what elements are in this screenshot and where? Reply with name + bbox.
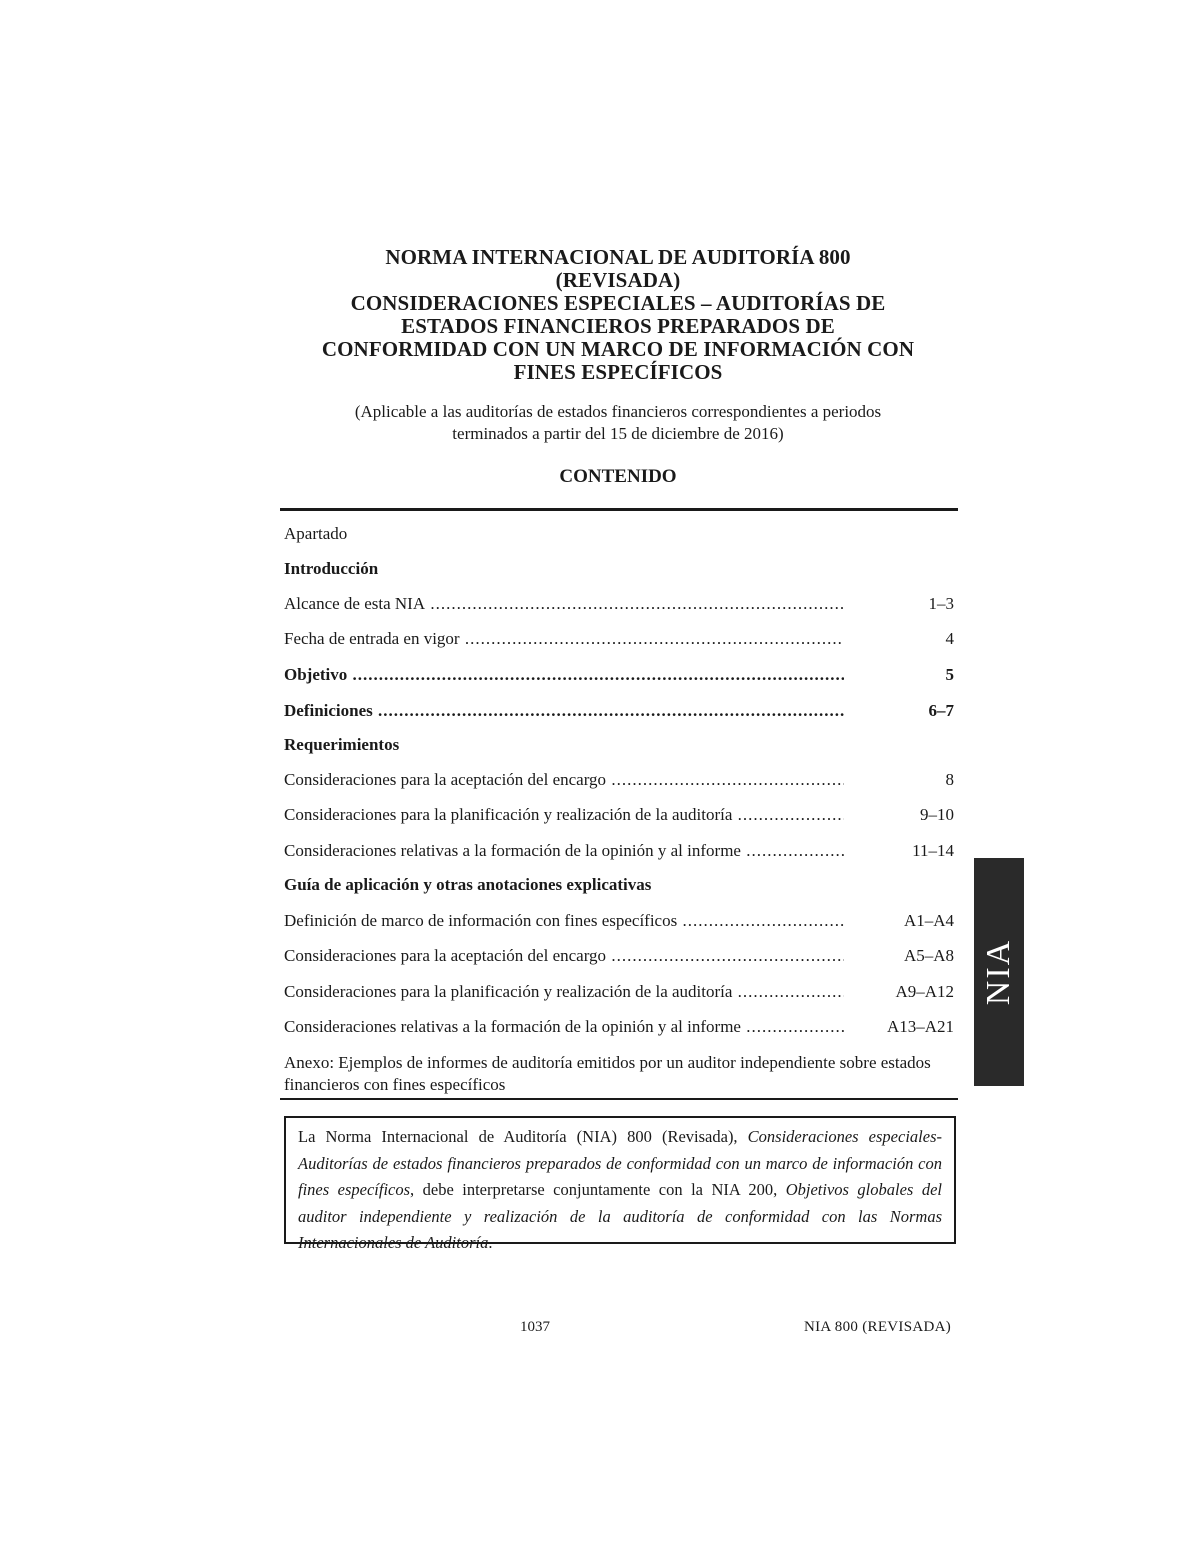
page-number: 1037	[520, 1319, 550, 1335]
toc-entry-label: Consideraciones relativas a la formación de la opinión y al informe .....	[284, 841, 844, 861]
toc-entry-paragraphs: 11–14	[912, 841, 954, 860]
toc-entry-paragraphs: A9–A12	[895, 982, 954, 1001]
interpretation-notice-box	[284, 1116, 956, 1252]
toc-entry-guia-opinion[interactable]	[284, 1017, 954, 1039]
contents-heading: CONTENIDO	[559, 466, 677, 487]
toc-entry-label: Consideraciones relativas a la formación de la opinión y al informe .....	[284, 1017, 844, 1037]
applicability-note	[270, 401, 966, 445]
toc-entry-label: Consideraciones para la aceptación del encargo .....	[284, 770, 844, 790]
toc-entry-req-planificacion[interactable]	[284, 805, 954, 827]
toc-section-introduccion: Introducción	[284, 559, 379, 578]
running-footer: NIA 800 (REVISADA)	[804, 1319, 952, 1335]
notice-text: La Norma Internacional de Auditoría (NIA) 800 (Revisada),	[298, 1127, 748, 1146]
title-line-2: (REVISADA)	[555, 268, 681, 292]
toc-entry-label: Consideraciones para la aceptación del encargo .....	[284, 946, 844, 966]
toc-entry-paragraphs: 9–10	[920, 805, 954, 824]
document-title	[270, 246, 966, 384]
toc-entry-paragraphs: A1–A4	[903, 911, 954, 930]
toc-entry-guia-aceptacion[interactable]	[284, 946, 954, 968]
toc-entry-label: Consideraciones para la planificación y realización de la auditoría .....	[284, 805, 844, 825]
toc-entry-req-aceptacion[interactable]	[284, 770, 954, 792]
toc-entry-objetivo[interactable]	[284, 665, 954, 687]
toc-entry-label: Consideraciones para la planificación y realización de la auditoría .....	[284, 982, 844, 1002]
section-thumb-tab-label: NIA	[980, 938, 1017, 1006]
toc-entry-guia-planificacion[interactable]	[284, 982, 954, 1004]
toc-entry-label: Objetivo .....	[284, 665, 844, 685]
anexo-text: Ejemplos de informes de auditoría emitidos por un auditor independiente sobre estados financieros con fines específicos	[284, 1053, 931, 1094]
toc-entry-label: Fecha de entrada en vigor .....	[284, 629, 844, 649]
toc-entry-paragraphs: A5–A8	[903, 946, 954, 965]
title-line-5: CONFORMIDAD CON UN MARCO DE INFORMACIÓN CON	[321, 337, 915, 361]
toc-entry-label: Alcance de esta NIA .....	[284, 594, 844, 614]
toc-section-guia: Guía de aplicación y otras anotaciones explicativas	[284, 875, 652, 894]
toc-entry-paragraphs: 4	[945, 629, 954, 648]
anexo-label: Anexo:	[284, 1053, 335, 1072]
title-line-1: NORMA INTERNACIONAL DE AUDITORÍA 800	[385, 245, 851, 269]
contents-bottom-rule	[280, 1098, 958, 1100]
title-line-6: FINES ESPECÍFICOS	[513, 360, 723, 384]
toc-entry-definiciones[interactable]	[284, 701, 954, 723]
contents-top-rule	[280, 508, 958, 511]
toc-entry-paragraphs: 1–3	[928, 594, 954, 613]
toc-entry-paragraphs: 6–7	[928, 701, 954, 720]
section-thumb-tab	[974, 858, 1024, 1086]
toc-entry-fecha[interactable]	[284, 629, 954, 651]
toc-entry-label: Definiciones .....	[284, 701, 844, 721]
notice-text: , debe interpretarse conjuntamente con la NIA 200,	[410, 1180, 786, 1199]
toc-apartado-label: Apartado	[284, 524, 348, 543]
title-line-4: ESTADOS FINANCIEROS PREPARADOS DE	[401, 314, 835, 338]
subtitle-line-2: terminados a partir del 15 de diciembre de 2016)	[452, 424, 784, 443]
toc-entry-label: Definición de marco de información con fines específicos .....	[284, 911, 844, 931]
toc-entry-anexo[interactable]	[284, 1052, 954, 1096]
toc-entry-req-opinion[interactable]	[284, 841, 954, 863]
toc-entry-paragraphs: 8	[945, 770, 954, 789]
toc-entry-paragraphs: 5	[945, 665, 954, 684]
toc-entry-guia-definicion[interactable]	[284, 911, 954, 933]
title-line-3: CONSIDERACIONES ESPECIALES – AUDITORÍAS DE	[350, 291, 886, 315]
toc-entry-paragraphs: A13–A21	[886, 1017, 954, 1036]
toc-entry-alcance[interactable]	[284, 594, 954, 616]
subtitle-line-1: (Aplicable a las auditorías de estados financieros correspondientes a periodos	[354, 402, 882, 421]
toc-section-requerimientos: Requerimientos	[284, 735, 400, 754]
notice-standard-title: Consideraciones especiales-Auditorías de estados financieros preparados de conformidad con un marco de información con fines específicos	[298, 1127, 942, 1199]
notice-text: .	[488, 1233, 493, 1252]
notice-reference-title: Objetivos globales del auditor independiente y realización de la auditoría de conformidad con las Normas Internacionales de Auditoría	[298, 1180, 942, 1252]
